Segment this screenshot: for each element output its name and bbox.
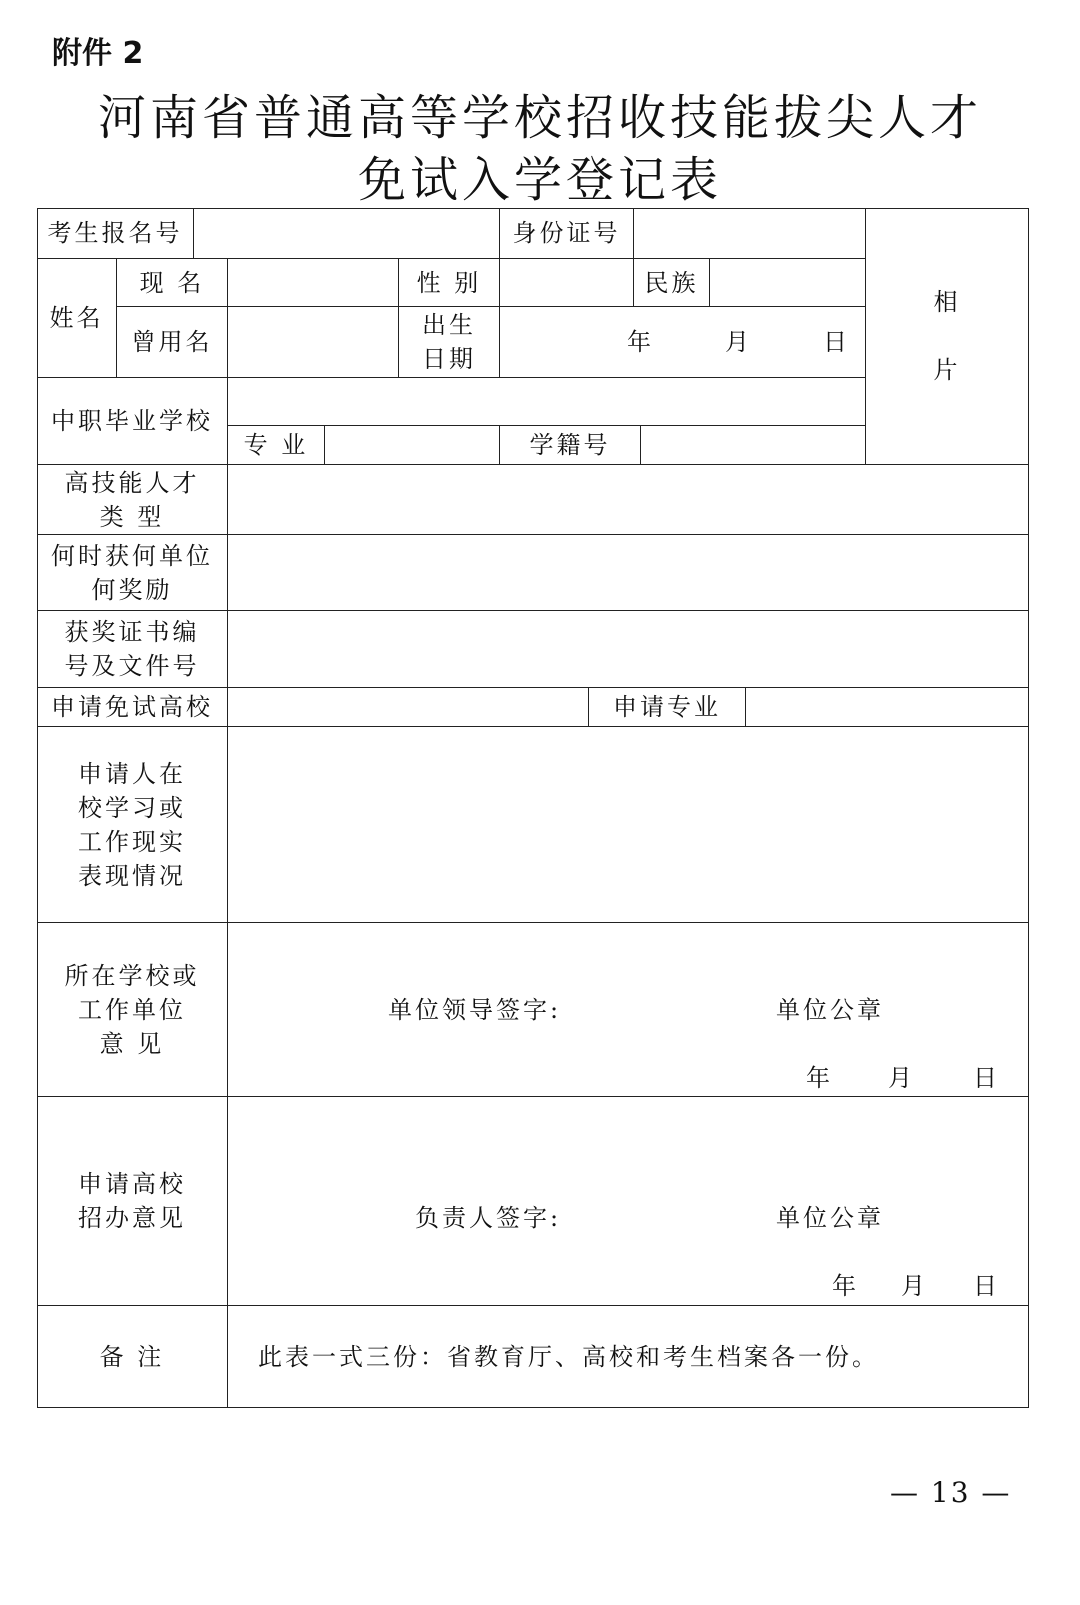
- apply-major-field[interactable]: [746, 688, 1029, 727]
- birth-date-field[interactable]: [500, 307, 866, 378]
- unit-opinion-year: 年: [806, 1064, 833, 1092]
- unit-leader-signature-label: 单位领导签字:: [388, 996, 562, 1024]
- college-opinion-field[interactable]: [228, 1097, 1029, 1306]
- responsible-signature-label: 负责人签字:: [415, 1204, 562, 1232]
- unit-seal-label: 单位公章: [776, 996, 884, 1024]
- birth-month-unit: 月: [725, 328, 752, 356]
- college-opinion-label: [37, 1097, 228, 1306]
- unit-opinion-month: 月: [888, 1064, 915, 1092]
- form-title-line2: 免试入学登记表: [357, 152, 722, 208]
- student-no-label: 学籍号: [500, 426, 641, 465]
- current-name-field[interactable]: [228, 259, 399, 307]
- unit-opinion-label-3: 意 见: [99, 1029, 165, 1058]
- ethnicity-field[interactable]: [710, 259, 866, 307]
- college-seal-label: 单位公章: [776, 1204, 884, 1232]
- name-label: 姓名: [37, 259, 117, 378]
- id-no-label: 身份证号: [500, 208, 634, 259]
- college-opinion-day: 日: [973, 1272, 1000, 1300]
- photo-label-2: 片: [933, 356, 961, 384]
- page-number: — 13 —: [890, 1476, 1012, 1509]
- performance-label-4: 表现情况: [78, 861, 186, 890]
- major-label: 专 业: [228, 426, 325, 465]
- certificate-field[interactable]: [228, 611, 1029, 688]
- talent-type-field[interactable]: [228, 465, 1029, 535]
- form-title-line1: 河南省普通高等学校招收技能拔尖人才: [97, 90, 982, 146]
- unit-opinion-label-1: 所在学校或: [64, 961, 200, 990]
- birth-label-1: 出生: [422, 311, 476, 339]
- former-name-label: 曾用名: [117, 307, 228, 378]
- remarks-text: 此表一式三份：省教育厅、高校和考生档案各一份。: [258, 1342, 879, 1371]
- college-opinion-label-1: 申请高校: [78, 1170, 186, 1198]
- talent-type-label: [37, 465, 228, 535]
- performance-field[interactable]: [228, 727, 1029, 923]
- exam-no-field[interactable]: [194, 208, 500, 259]
- certificate-label-2: 号及文件号: [64, 652, 200, 680]
- birth-day-unit: 日: [823, 328, 850, 356]
- talent-type-label-1: 高技能人才: [64, 468, 200, 497]
- photo-label-1: 相: [933, 288, 961, 316]
- school-label: 中职毕业学校: [37, 378, 228, 465]
- exam-no-label: 考生报名号: [37, 208, 194, 259]
- apply-major-label: 申请专业: [589, 688, 746, 727]
- birth-date-label: [399, 307, 500, 378]
- unit-opinion-label: [37, 923, 228, 1097]
- award-field[interactable]: [228, 535, 1029, 611]
- id-no-field[interactable]: [634, 208, 866, 259]
- gender-label: 性 别: [399, 259, 500, 307]
- student-no-field[interactable]: [641, 426, 866, 465]
- school-field[interactable]: [228, 378, 866, 426]
- performance-label-3: 工作现实: [78, 827, 186, 856]
- apply-school-label: 申请免试高校: [37, 688, 228, 727]
- performance-label-2: 校学习或: [78, 793, 186, 822]
- current-name-label: 现 名: [117, 259, 228, 307]
- photo-box: [866, 208, 1029, 465]
- award-label-1: 何时获何单位: [51, 541, 213, 570]
- college-opinion-year: 年: [832, 1272, 859, 1300]
- college-opinion-label-2: 招办意见: [78, 1204, 186, 1232]
- performance-label-1: 申请人在: [78, 759, 186, 788]
- gender-field[interactable]: [500, 259, 634, 307]
- remarks-label: 备 注: [37, 1306, 228, 1408]
- unit-opinion-field[interactable]: [228, 923, 1029, 1097]
- attachment-label: 附件 2: [52, 36, 144, 71]
- birth-label-2: 日期: [422, 345, 476, 373]
- award-label-2: 何奖励: [91, 575, 173, 604]
- unit-opinion-day: 日: [973, 1064, 1000, 1092]
- major-field[interactable]: [325, 426, 500, 465]
- college-opinion-month: 月: [901, 1272, 928, 1300]
- certificate-label-1: 获奖证书编: [64, 618, 200, 646]
- remarks-field: [228, 1306, 1029, 1408]
- award-label: [37, 535, 228, 611]
- former-name-field[interactable]: [228, 307, 399, 378]
- talent-type-label-2: 类 型: [99, 502, 165, 531]
- unit-opinion-label-2: 工作单位: [78, 995, 186, 1024]
- ethnicity-label: 民族: [634, 259, 710, 307]
- certificate-label: [37, 611, 228, 688]
- performance-label: [37, 727, 228, 923]
- birth-year-unit: 年: [627, 328, 654, 356]
- apply-school-field[interactable]: [228, 688, 589, 727]
